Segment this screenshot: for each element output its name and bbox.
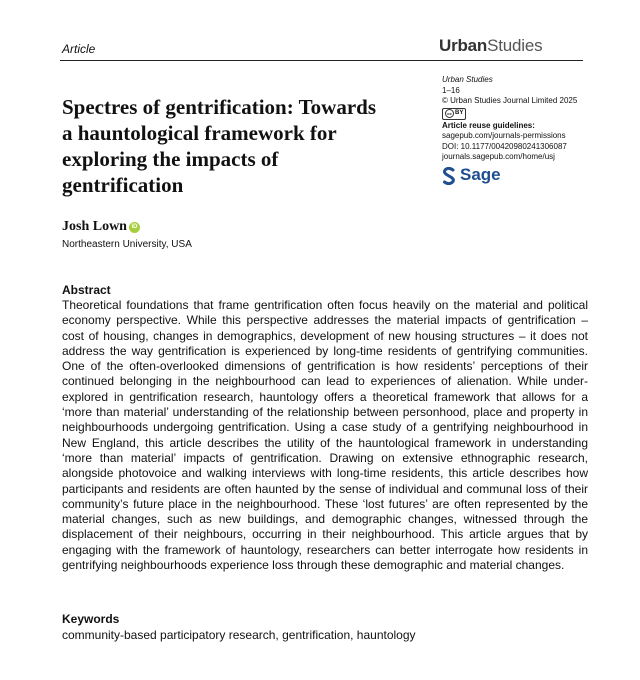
cc-license-badge[interactable]: [442, 107, 622, 121]
journal-logo: [439, 36, 542, 56]
cc-icon: cc: [445, 109, 454, 118]
meta-pages: 1–16: [442, 85, 460, 95]
abstract-text: Theoretical foundations that frame gentrification often focus heavily on the material and political economy perspective. While this perspective addresses the material impacts of gentrification – cost of housing, changes in demographics, development of new housing structures – it does not address the way gentrification is experienced by long-time residents of gentrifying communities. One of the often-overlooked dimensions of gentrification is how residents’ perceptions of their continued belonging in the neighbourhood can lead to experiences of alienation. While under-explored in gentrification research, hauntology offers a theoretical framework that allows for a ‘more than material’ understanding of the relationship between personhood, place and property in neighbourhoods undergoing gentrification. Using a case study of a gentrifying neighbourhood in New England, this article describes the utility of the hauntological framework in understanding ‘more than material’ impacts of gentrification. Drawing on extensive ethnographic research, alongside photovoice and walking interviews with long-time residents, this article describes how participants and residents are often haunted by the sense of individual and communal loss of their community’s future place in the neighbourhood. These ‘lost futures’ are often represented by the material changes, such as new buildings, and demographic changes, witnessed through the displacement of their neighbours, occurring in their neighbourhood. This article argues that by engaging with the framework of hauntology, researchers can better interrogate how residents in gentrifying neighbourhoods experience loss through these demographic and material changes.: [62, 298, 588, 573]
keywords-text: community-based participatory research, gentrification, hauntology: [62, 628, 416, 642]
author-line: [62, 219, 140, 235]
author-affiliation: Northeastern University, USA: [62, 239, 192, 250]
meta-journal-name: Urban Studies: [442, 75, 493, 84]
journal-logo-word-2: Studies: [487, 36, 543, 55]
sage-s-icon: [442, 167, 456, 185]
header-rule: [60, 60, 583, 61]
meta-reuse-link[interactable]: sagepub.com/journals-permissions: [442, 131, 566, 140]
journal-logo-word-1: Urban: [439, 36, 488, 55]
article-type-label: Article: [62, 42, 96, 56]
publication-meta: [442, 75, 622, 185]
sage-wordmark: Sage: [460, 165, 501, 185]
sage-logo: [442, 167, 622, 185]
cc-license-text: BY: [455, 110, 464, 117]
meta-journal-link[interactable]: journals.sagepub.com/home/usj: [442, 152, 555, 161]
meta-doi[interactable]: DOI: 10.1177/00420980241306087: [442, 141, 567, 151]
article-title: Spectres of gentrification: Towards a hauntological framework for exploring the impacts of gentrification: [62, 95, 377, 197]
meta-copyright: © Urban Studies Journal Limited 2025: [442, 96, 578, 105]
abstract-heading: Abstract: [62, 283, 111, 297]
keywords-heading: Keywords: [62, 612, 120, 626]
orcid-icon[interactable]: iD: [129, 222, 140, 233]
author-name: Josh Lown: [62, 219, 127, 234]
meta-reuse-heading: Article reuse guidelines:: [442, 120, 535, 130]
